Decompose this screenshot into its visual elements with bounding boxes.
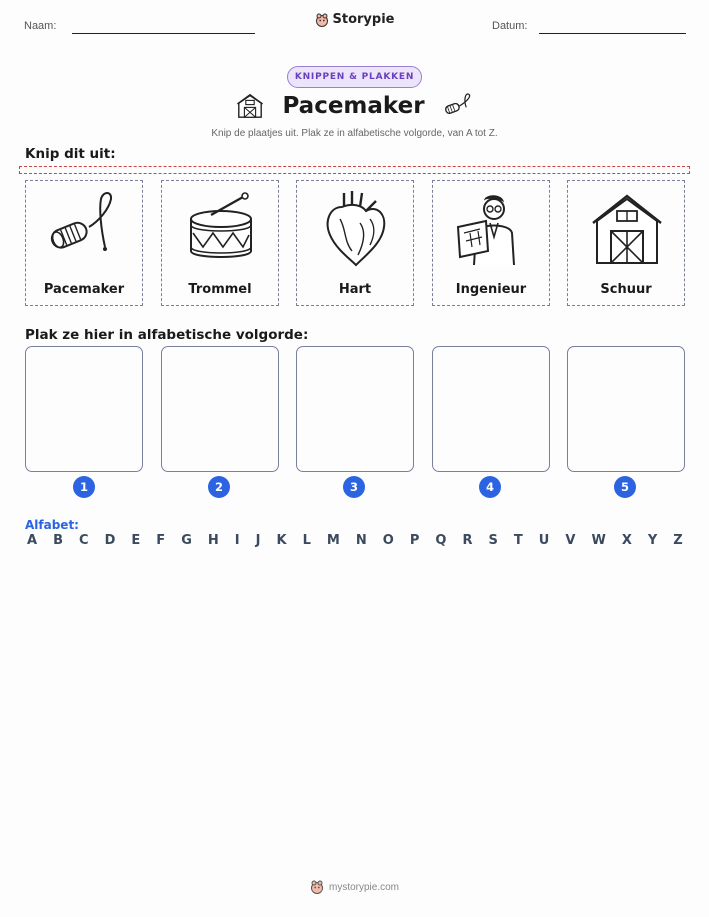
storypie-logo-icon	[315, 13, 329, 27]
date-label: Datum:	[492, 20, 528, 32]
alphabet-letter: R	[462, 533, 473, 548]
cut-card-hart[interactable]	[296, 180, 414, 306]
alphabet-letter: A	[27, 533, 38, 548]
position-number: 5	[614, 476, 636, 498]
alphabet-letter: B	[53, 533, 63, 548]
card-label: Schuur	[600, 282, 652, 297]
alphabet-letter: L	[302, 533, 311, 548]
alphabet-letter: K	[276, 533, 287, 548]
cut-section-title: Knip dit uit:	[25, 146, 116, 162]
pacemaker-icon	[45, 189, 125, 269]
name-label: Naam:	[24, 20, 57, 32]
alphabet-letter: G	[181, 533, 192, 548]
alphabet-letter: O	[382, 533, 394, 548]
paste-box-5[interactable]	[567, 346, 685, 472]
alphabet-letter: F	[156, 533, 166, 548]
activity-badge: KNIPPEN & PLAKKEN	[287, 66, 422, 88]
barn-icon	[236, 92, 264, 120]
storypie-logo-icon	[310, 880, 324, 894]
paste-box-3[interactable]	[296, 346, 414, 472]
page-title: Pacemaker	[282, 93, 425, 119]
heart-icon	[316, 189, 396, 269]
alphabet-letter: P	[409, 533, 420, 548]
cut-line	[19, 166, 690, 174]
alphabet-letter: S	[488, 533, 498, 548]
instructions: Knip de plaatjes uit. Plak ze in alfabetische volgorde, van A tot Z.	[211, 128, 498, 139]
card-label: Trommel	[188, 282, 252, 297]
alphabet-letter: T	[513, 533, 523, 548]
alphabet-letter: Z	[673, 533, 683, 548]
alphabet-letter: Y	[647, 533, 658, 548]
cut-card-pacemaker[interactable]	[25, 180, 143, 306]
alphabet-letter: Q	[435, 533, 447, 548]
alphabet-letter: D	[104, 533, 116, 548]
title-row	[0, 92, 709, 120]
cut-card-ingenieur[interactable]	[432, 180, 550, 306]
alphabet-letter: M	[326, 533, 340, 548]
paste-box-1[interactable]	[25, 346, 143, 472]
alphabet-letter: C	[79, 533, 89, 548]
position-number: 4	[479, 476, 501, 498]
alphabet-letter: W	[591, 533, 606, 548]
footer-url[interactable]: mystorypie.com	[328, 881, 399, 893]
alphabet-letter: X	[621, 533, 632, 548]
footer	[0, 880, 709, 894]
engineer-icon	[452, 189, 532, 269]
alphabet-letter: V	[565, 533, 576, 548]
date-field-line[interactable]	[539, 33, 686, 34]
card-label: Ingenieur	[455, 282, 527, 297]
position-number: 3	[343, 476, 365, 498]
cut-card-schuur[interactable]	[567, 180, 685, 306]
alphabet-title: Alfabet:	[25, 518, 79, 532]
position-number: 2	[208, 476, 230, 498]
alphabet-letter: I	[234, 533, 240, 548]
brand-name: Storypie	[332, 12, 395, 27]
cut-card-trommel[interactable]	[161, 180, 279, 306]
alphabet-row	[27, 533, 683, 548]
paste-section-title: Plak ze hier in alfabetische volgorde:	[25, 327, 309, 343]
pacemaker-icon	[443, 92, 473, 120]
alphabet-letter: H	[207, 533, 219, 548]
alphabet-letter: U	[538, 533, 550, 548]
name-field-line[interactable]	[72, 33, 255, 34]
paste-box-2[interactable]	[161, 346, 279, 472]
drum-icon	[181, 189, 261, 269]
card-label: Hart	[338, 282, 372, 297]
brand-logo	[0, 12, 709, 27]
alphabet-letter: J	[255, 533, 261, 548]
barn-icon	[587, 189, 667, 269]
position-number: 1	[73, 476, 95, 498]
alphabet-letter: N	[355, 533, 367, 548]
card-label: Pacemaker	[43, 282, 125, 297]
alphabet-letter: E	[131, 533, 141, 548]
paste-box-4[interactable]	[432, 346, 550, 472]
